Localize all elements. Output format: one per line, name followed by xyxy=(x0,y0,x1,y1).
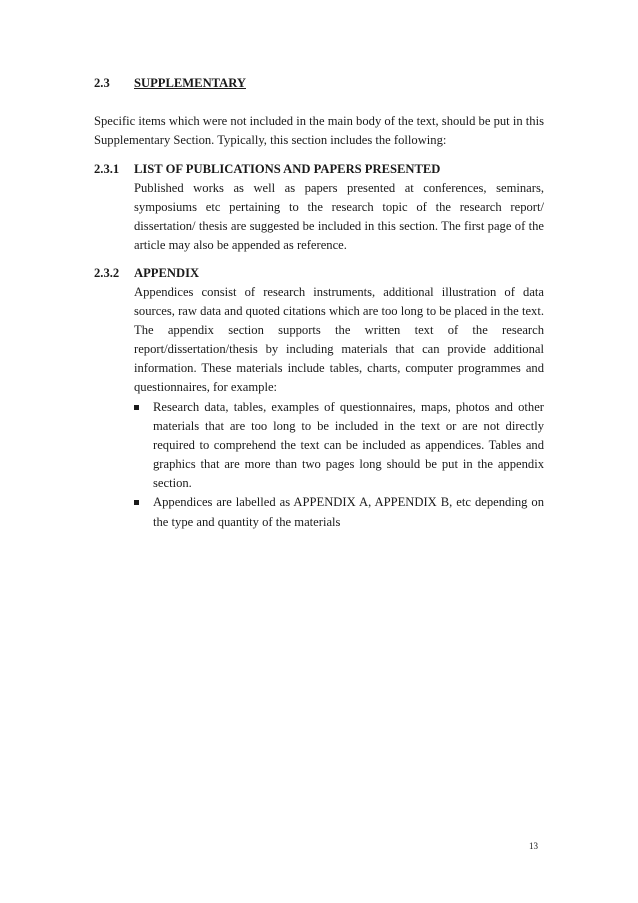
intro-paragraph: Specific items which were not included in the main body of the text, should be put in this Supplementary Section. Typically, this section includes the following: xyxy=(94,114,544,148)
list-item xyxy=(134,398,544,493)
bullet-icon xyxy=(134,405,139,410)
subsection-number: 2.3.1 xyxy=(94,162,120,176)
appendix-bullet-list xyxy=(134,398,544,532)
section-intro xyxy=(94,112,544,150)
subsection-title: LIST OF PUBLICATIONS AND PAPERS PRESENTED xyxy=(134,162,441,176)
bullet-icon xyxy=(134,500,139,505)
section-number: 2.3 xyxy=(94,76,110,90)
subsection-heading-appendix xyxy=(94,264,199,283)
subsection-body-appendix xyxy=(134,283,544,398)
appendix-paragraph: Appendices consist of research instruments, additional illustration of data sources, raw data and quoted citations which are too long to be placed in the text. The appendix section supports the written text of the research report/dissertation/thesis by including materials that can provide additional information. These materials include tables, charts, computer programmes and questionnaires, for example: xyxy=(134,285,544,395)
section-heading xyxy=(94,74,246,93)
bullet-text: Research data, tables, examples of questionnaires, maps, photos and other materials that are too long to be included in the text or are not directly required to comprehend the text can be included as appendices. Tables and graphics that are more than two pages long should be put in the appendix section. xyxy=(153,400,544,491)
subsection-heading-publications xyxy=(94,160,440,179)
subsection-title: APPENDIX xyxy=(134,266,200,280)
subsection-body-publications xyxy=(134,179,544,255)
section-title: SUPPLEMENTARY xyxy=(134,76,246,90)
list-item xyxy=(134,493,544,531)
page-number: 13 xyxy=(529,841,538,851)
publications-paragraph: Published works as well as papers presented at conferences, seminars, symposiums etc pertaining to the research topic of the research report/ dissertation/ thesis are suggested be included in this section. The first page of the article may also be appended as reference. xyxy=(134,181,544,253)
subsection-number: 2.3.2 xyxy=(94,266,120,280)
bullet-text: Appendices are labelled as APPENDIX A, APPENDIX B, etc depending on the type and quantity of the materials xyxy=(153,495,544,529)
